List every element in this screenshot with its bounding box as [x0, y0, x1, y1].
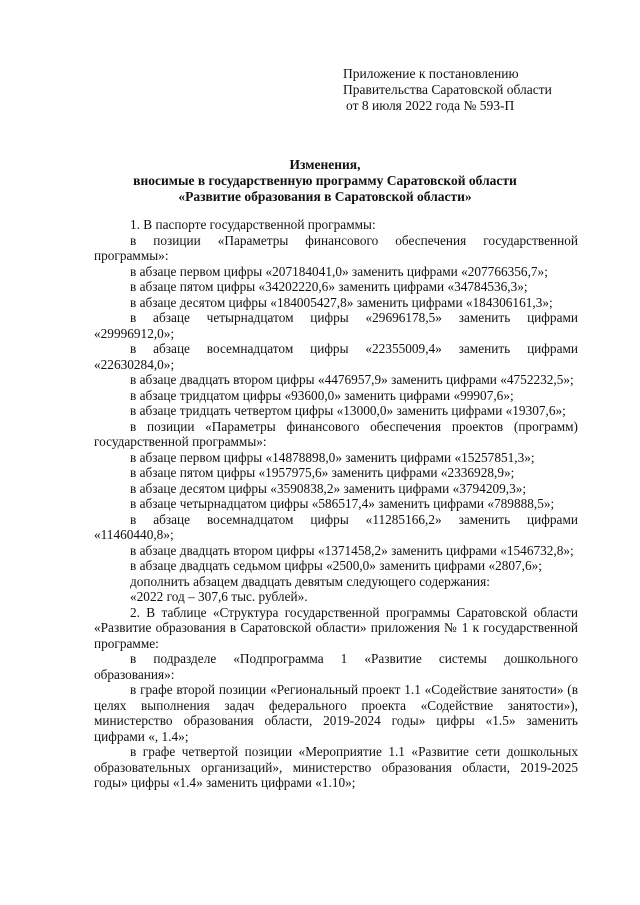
- paragraph: в позиции «Параметры финансового обеспечения проектов (программ) государственной программы»:: [94, 418, 578, 449]
- paragraph: 1. В паспорте государственной программы:: [130, 217, 376, 232]
- paragraph: в абзаце четырнадцатом цифры «586517,4» заменить цифрами «789888,5»;: [130, 496, 555, 511]
- title-line: Изменения,: [289, 157, 361, 172]
- title-line: «Развитие образования в Саратовской области»: [178, 189, 472, 204]
- document-body: [94, 217, 578, 791]
- paragraph: в абзаце восемнадцатом цифры «11285166,2» заменить цифрами «11460440,8»;: [94, 511, 578, 542]
- paragraph: в абзаце десятом цифры «184005427,8» заменить цифрами «184306161,3»;: [130, 294, 553, 310]
- paragraph: в абзаце двадцать седьмом цифры «2500,0» заменить цифрами «2807,6»;: [130, 558, 542, 573]
- paragraph: в позиции «Параметры финансового обеспечения государственной программы»:: [94, 232, 578, 263]
- paragraph: в подразделе «Подпрограмма 1 «Развитие системы дошкольного образования»:: [94, 651, 578, 682]
- appendix-line: Правительства Саратовской области: [343, 82, 552, 97]
- paragraph: в абзаце восемнадцатом цифры «22355009,4» заменить цифрами «22630284,0»;: [94, 341, 578, 372]
- document-title: [90, 157, 560, 205]
- paragraph: «2022 год – 307,6 тыс. рублей».: [130, 589, 308, 604]
- appendix-line: Приложение к постановлению: [343, 66, 519, 81]
- paragraph: в абзаце первом цифры «207184041,0» заменить цифрами «207766356,7»;: [130, 263, 548, 279]
- title-line: вносимые в государственную программу Саратовской области: [133, 173, 517, 188]
- paragraph: в абзаце тридцатом цифры «93600,0» заменить цифрами «99907,6»;: [130, 387, 514, 403]
- paragraph: в абзаце десятом цифры «3590838,2» заменить цифрами «3794209,3»;: [130, 480, 527, 496]
- paragraph: в графе четвертой позиции «Мероприятие 1.1 «Развитие сети дошкольных образовательных организаций», министерство образования области, 2019-2025 годы» цифры «1.4» заменить цифрами «1.10»;: [94, 744, 578, 790]
- appendix-line: от 8 июля 2022 года № 593-П: [346, 98, 515, 113]
- paragraph: в абзаце двадцать втором цифры «1371458,2» заменить цифрами «1546732,8»;: [130, 542, 574, 558]
- paragraph: в абзаце четырнадцатом цифры «29696178,5» заменить цифрами «29996912,0»;: [94, 310, 578, 341]
- paragraph: в графе второй позиции «Региональный проект 1.1 «Содействие занятости» (в целях выполнения задач федерального проекта «Содействие занятости»), министерство образования области, 2019-2024 годы» цифры «1.5» заменить цифрами «, 1.4»;: [94, 682, 578, 744]
- paragraph: 2. В таблице «Структура государственной программы Саратовской области «Развитие образования в Саратовской области» приложения № 1 к государственной программе:: [94, 604, 578, 651]
- paragraph: в абзаце первом цифры «14878898,0» заменить цифрами «15257851,3»;: [130, 449, 535, 465]
- paragraph: в абзаце пятом цифры «34202220,6» заменить цифрами «34784536,3»;: [130, 279, 528, 294]
- paragraph: дополнить абзацем двадцать девятым следующего содержания:: [130, 573, 490, 589]
- paragraph: в абзаце пятом цифры «1957975,6» заменить цифрами «2336928,9»;: [130, 465, 515, 480]
- appendix-header: [343, 66, 603, 114]
- paragraph: в абзаце двадцать втором цифры «4476957,9» заменить цифрами «4752232,5»;: [130, 372, 574, 387]
- paragraph: в абзаце тридцать четвертом цифры «13000,0» заменить цифрами «19307,6»;: [130, 403, 566, 418]
